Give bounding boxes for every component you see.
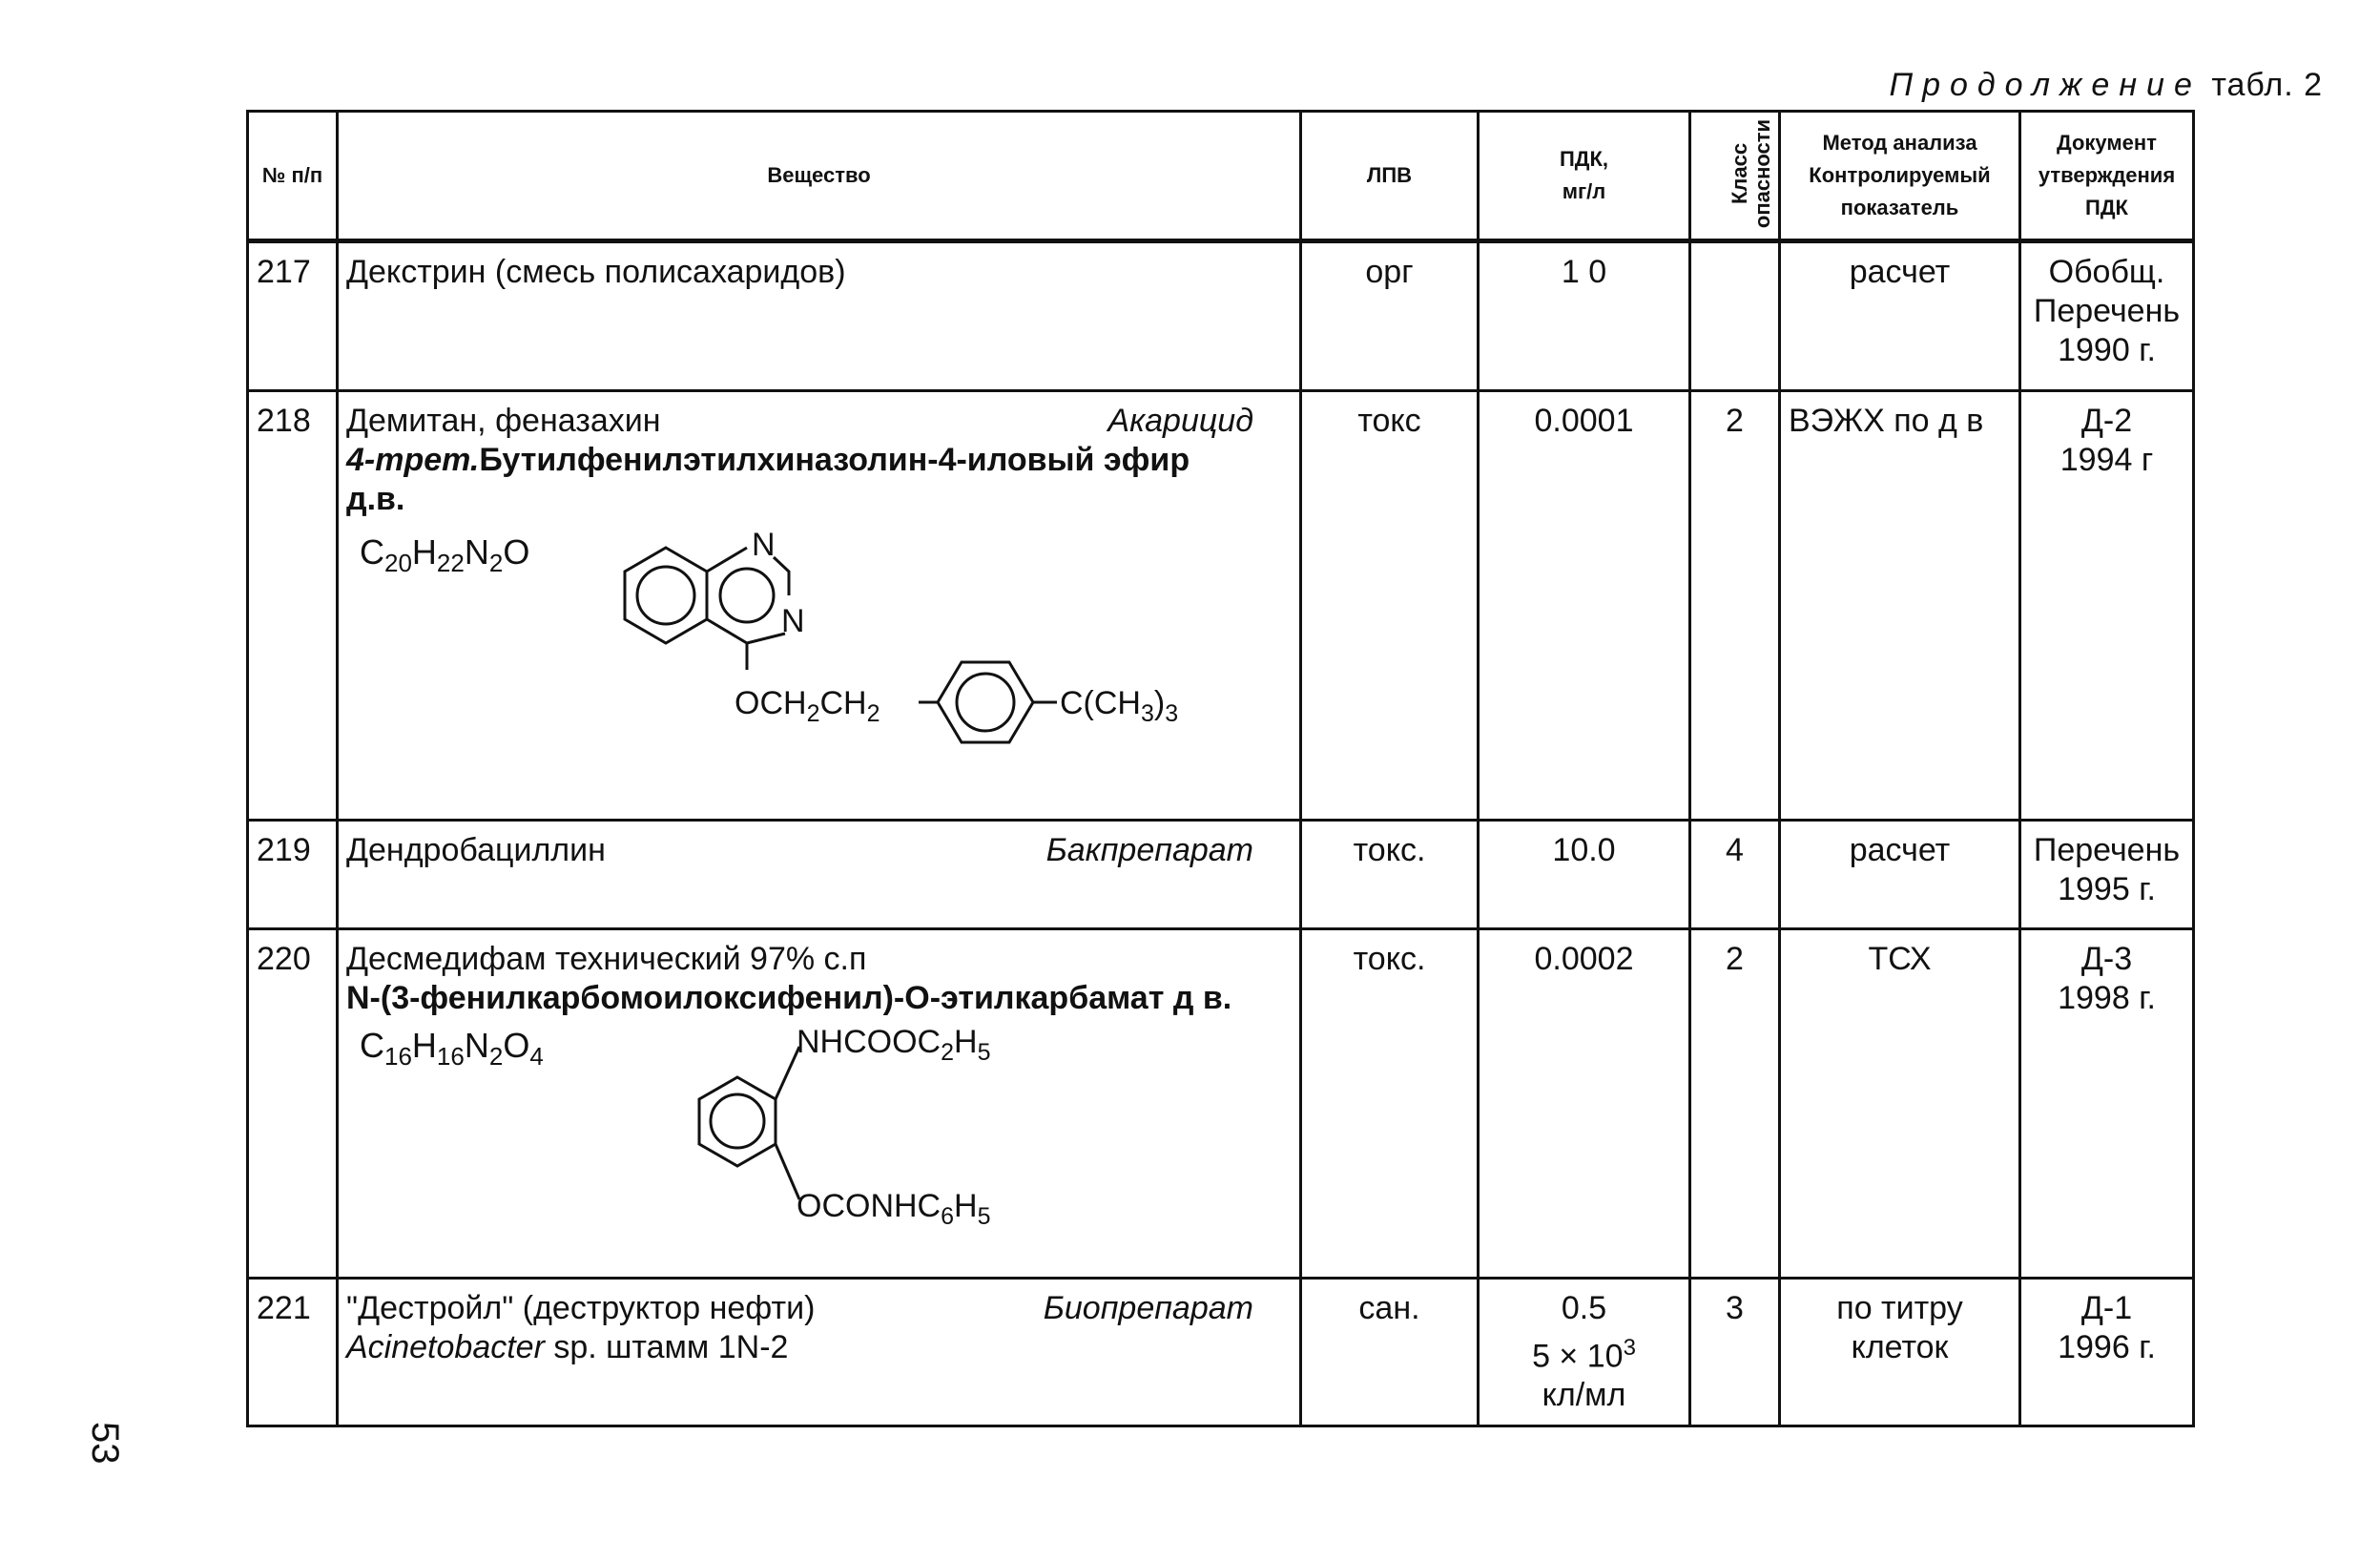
header-pdk-line2: мг/л bbox=[1562, 179, 1606, 203]
doc-line1: Перечень bbox=[2033, 832, 2181, 868]
substance-name: Дендробациллин bbox=[346, 832, 606, 868]
och-count: 2 bbox=[806, 700, 820, 727]
row-pdk: 10.0 bbox=[1479, 821, 1690, 929]
structure-block bbox=[346, 519, 1292, 786]
row-method bbox=[1780, 1279, 2020, 1426]
doc-line2: 1994 г bbox=[2059, 442, 2154, 478]
pdk-line3: кл/мл bbox=[1542, 1377, 1626, 1414]
substituent-nhcooc2h5 bbox=[797, 1024, 990, 1066]
substance-chem-name: N-(3-фенилкарбомоилоксифенил)-О-этилкарбамат д в. bbox=[346, 980, 1232, 1016]
quinazoline-structure-diagram bbox=[594, 519, 1281, 777]
doc-line2: Перечень bbox=[2033, 293, 2181, 329]
bottom-group: OCONHC bbox=[797, 1188, 942, 1224]
formula-c: C bbox=[360, 1026, 384, 1065]
doc-line1: Обобщ. bbox=[2048, 254, 2165, 290]
benzo-ring-circle bbox=[637, 567, 694, 624]
top-count: 2 bbox=[941, 1039, 955, 1066]
header-doc bbox=[2020, 112, 2194, 241]
substituent-tbutyl bbox=[1060, 685, 1178, 727]
row-doc bbox=[2020, 821, 2194, 929]
substance-line bbox=[346, 831, 1292, 870]
atom-n3: N bbox=[781, 603, 805, 639]
atom-n1: N bbox=[752, 527, 776, 563]
ch-count: 2 bbox=[866, 700, 880, 727]
substance-category: Акарицид bbox=[1107, 403, 1253, 439]
continuation-table-ref: табл. 2 bbox=[2211, 67, 2323, 103]
row-method: ТСХ bbox=[1780, 929, 2020, 1279]
continuation-label bbox=[1889, 67, 2323, 104]
substance-line bbox=[346, 402, 1292, 441]
substance-category: Биопрепарат bbox=[1043, 1290, 1253, 1326]
substance-category: Бакпрепарат bbox=[1045, 832, 1253, 868]
bottom-h: H bbox=[954, 1188, 978, 1224]
formula-h-count: 22 bbox=[436, 549, 465, 578]
row-lpv: токс. bbox=[1301, 929, 1479, 1279]
chem-prefix: 4-трет. bbox=[346, 442, 480, 478]
row-num: 220 bbox=[248, 929, 338, 1279]
formula-h: H bbox=[411, 532, 437, 572]
formula-c-count: 16 bbox=[384, 1042, 412, 1072]
row-doc bbox=[2020, 241, 2194, 391]
formula-o: O bbox=[503, 532, 530, 572]
doc-line1: Д-1 bbox=[2080, 1290, 2133, 1326]
substance-name: Демитан, феназахин bbox=[346, 403, 661, 439]
bottom-count: 6 bbox=[941, 1203, 955, 1230]
row-hazard: 2 bbox=[1690, 391, 1780, 821]
phenyl-ring-circle bbox=[711, 1094, 764, 1148]
cch-close: ) bbox=[1153, 685, 1166, 721]
header-substance: Вещество bbox=[338, 112, 1301, 241]
table-row bbox=[248, 821, 2194, 929]
molecular-formula bbox=[360, 532, 529, 583]
substance-name: Декстрин (смесь полисахаридов) bbox=[346, 254, 846, 290]
header-method-line2: Контролируемый bbox=[1809, 163, 1991, 187]
formula-o: O bbox=[503, 1026, 530, 1065]
substance-organism bbox=[346, 1328, 1292, 1367]
row-hazard bbox=[1690, 241, 1780, 391]
substances-table bbox=[246, 110, 2195, 1427]
organism-strain: sp. штамм 1N-2 bbox=[544, 1329, 789, 1365]
och: OCH bbox=[735, 685, 807, 721]
row-num: 217 bbox=[248, 241, 338, 391]
cch: C(CH bbox=[1060, 685, 1141, 721]
formula-n: N bbox=[464, 1026, 489, 1065]
header-method bbox=[1780, 112, 2020, 241]
header-hazard-text bbox=[1728, 118, 1774, 227]
molecular-formula bbox=[360, 1026, 544, 1076]
row-lpv: сан. bbox=[1301, 1279, 1479, 1426]
substance-line bbox=[346, 1289, 1292, 1328]
row-method: расчет bbox=[1780, 821, 2020, 929]
chem-rest: Бутилфенилэтилхиназолин-4-иловый эфир bbox=[479, 442, 1190, 478]
doc-line3: 1990 г. bbox=[2058, 332, 2156, 368]
table-row bbox=[248, 241, 2194, 391]
formula-n: N bbox=[464, 532, 489, 572]
row-num: 219 bbox=[248, 821, 338, 929]
page-number: 53 bbox=[84, 1422, 126, 1465]
row-doc bbox=[2020, 1279, 2194, 1426]
doc-line1: Д-2 bbox=[2080, 403, 2133, 439]
row-lpv: орг bbox=[1301, 241, 1479, 391]
pdk-base: 5 × 10 bbox=[1532, 1338, 1624, 1375]
organism-genus: Acinetobacter bbox=[346, 1329, 545, 1365]
bond-n1-c2 bbox=[774, 557, 789, 595]
ch: CH bbox=[819, 685, 867, 721]
header-lpv: ЛПВ bbox=[1301, 112, 1479, 241]
formula-h: H bbox=[411, 1026, 437, 1065]
structure-block bbox=[346, 1018, 1292, 1247]
substance-name: Десмедифам технический 97% с.п bbox=[346, 941, 867, 977]
row-method: расчет bbox=[1780, 241, 2020, 391]
bottom-h-count: 5 bbox=[977, 1203, 991, 1230]
header-num: № п/п bbox=[248, 112, 338, 241]
header-method-line1: Метод анализа bbox=[1822, 131, 1977, 155]
phenyl-ring-circle bbox=[957, 674, 1014, 731]
formula-o-count: 4 bbox=[529, 1042, 544, 1072]
table-row bbox=[248, 929, 2194, 1279]
row-method: ВЭЖХ по д в bbox=[1780, 391, 2020, 821]
cch-count: 3 bbox=[1140, 700, 1154, 727]
header-pdk bbox=[1479, 112, 1690, 241]
cch-outer-count: 3 bbox=[1165, 700, 1179, 727]
continuation-word: Продолжение bbox=[1889, 67, 2202, 103]
row-substance bbox=[338, 391, 1301, 821]
table-row bbox=[248, 391, 2194, 821]
substituent-oconhc6h5 bbox=[797, 1188, 990, 1230]
formula-h-count: 16 bbox=[436, 1042, 465, 1072]
method-line2: клеток bbox=[1851, 1329, 1949, 1365]
substance-chem-name bbox=[346, 441, 1292, 480]
substance-chem-line2: д.в. bbox=[346, 481, 405, 517]
pyrimidine-ring-circle bbox=[720, 569, 774, 622]
doc-line2: 1996 г. bbox=[2058, 1329, 2156, 1365]
header-hazard bbox=[1690, 112, 1780, 241]
pdk-line2 bbox=[1487, 1328, 1681, 1376]
substance-name: "Дестройл" (деструктор нефти) bbox=[346, 1290, 816, 1326]
doc-line2: 1995 г. bbox=[2058, 871, 2156, 907]
header-pdk-line1: ПДК, bbox=[1559, 147, 1609, 171]
row-pdk: 0.0001 bbox=[1479, 391, 1690, 821]
row-pdk: 0.0002 bbox=[1479, 929, 1690, 1279]
row-lpv: токс bbox=[1301, 391, 1479, 821]
header-doc-line3: ПДК bbox=[2085, 196, 2128, 219]
header-method-line3: показатель bbox=[1840, 196, 1959, 219]
header-hazard-line1: Класс bbox=[1728, 142, 1752, 204]
top-h-count: 5 bbox=[977, 1039, 991, 1066]
row-pdk bbox=[1479, 1279, 1690, 1426]
top-group: NHCOOC bbox=[797, 1024, 942, 1060]
row-substance bbox=[338, 821, 1301, 929]
row-hazard: 3 bbox=[1690, 1279, 1780, 1426]
row-num: 218 bbox=[248, 391, 338, 821]
desmedipham-structure-diagram bbox=[632, 1018, 1167, 1247]
pdk-line1: 0.5 bbox=[1561, 1290, 1607, 1326]
header-doc-line1: Документ bbox=[2057, 131, 2157, 155]
formula-n-count: 2 bbox=[488, 549, 504, 578]
row-hazard: 4 bbox=[1690, 821, 1780, 929]
doc-line1: Д-3 bbox=[2080, 941, 2133, 977]
top-h: H bbox=[954, 1024, 978, 1060]
row-doc bbox=[2020, 391, 2194, 821]
row-hazard: 2 bbox=[1690, 929, 1780, 1279]
row-num: 221 bbox=[248, 1279, 338, 1426]
substituent-och2ch2 bbox=[735, 685, 880, 727]
formula-c: C bbox=[360, 532, 384, 572]
formula-n-count: 2 bbox=[488, 1042, 504, 1072]
row-substance bbox=[338, 1279, 1301, 1426]
row-pdk: 1 0 bbox=[1479, 241, 1690, 391]
pdk-exponent: 3 bbox=[1623, 1335, 1636, 1361]
method-line1: по титру bbox=[1836, 1290, 1963, 1326]
header-hazard-line2: опасности bbox=[1750, 118, 1775, 228]
table-header-row bbox=[248, 112, 2194, 241]
row-lpv: токс. bbox=[1301, 821, 1479, 929]
doc-line2: 1998 г. bbox=[2058, 980, 2156, 1016]
row-doc bbox=[2020, 929, 2194, 1279]
row-substance bbox=[338, 241, 1301, 391]
row-substance bbox=[338, 929, 1301, 1279]
formula-c-count: 20 bbox=[384, 549, 412, 578]
table-row bbox=[248, 1279, 2194, 1426]
header-doc-line2: утверждения bbox=[2038, 163, 2176, 187]
